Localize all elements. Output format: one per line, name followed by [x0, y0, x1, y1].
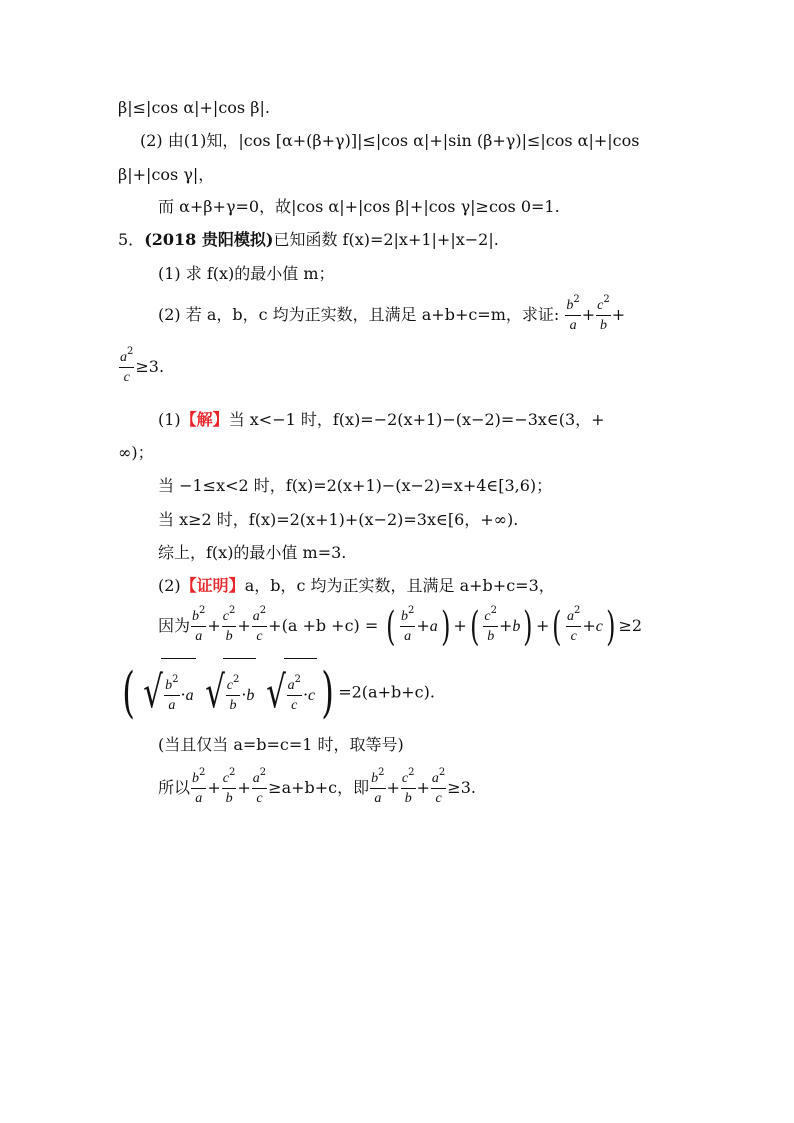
problem-question-1: (1) 求 f(x)的最小值 m； — [158, 264, 335, 283]
problem-number: 5． — [118, 230, 145, 249]
equality-condition: (当且仅当 a=b=c=1 时，取等号) — [158, 735, 404, 754]
prev-line-4: 而 α+β+γ=0，故|cos α|+|cos β|+|cos γ|≥cos 0=1. — [158, 197, 560, 216]
sqrt-term-1: √ $\frac{b^2}{a}$ ·a — [139, 658, 196, 728]
solution-line-1-cont: ∞)； — [118, 443, 154, 462]
problem-stem: 已知函数 f(x)=2|x+1|+|x−2|. — [273, 230, 499, 249]
question-2-text: (2) 若 a，b，c 均为正实数，且满足 a+b+c=m，求证: — [158, 305, 560, 324]
part-2-label: (2) — [158, 576, 181, 595]
therefore-word: 所以 — [158, 778, 191, 797]
tag-proof: 【证明】 — [180, 576, 245, 595]
fraction-b2-over-a: $\frac{b^2}{a}$ — [566, 294, 580, 333]
solution-line-1 — [158, 410, 605, 430]
proof-intro — [158, 576, 555, 596]
proof-final-line: 所以 $\frac{b^2}{a}$ + $\frac{c^2}{b}$ + $\frac{a^2}{c}$ ≥a+b+c，即 $\frac{b^2}{a}$ + $\frac{c^2}{b}$ + $\frac{a^2}{c}$ ≥3. — [158, 767, 476, 806]
sqrt-term-3: √ $\frac{a^2}{c}$ ·c — [262, 658, 318, 728]
prev-line-2: (2) 由(1)知，|cos [α+(β+γ)]|≤|cos α|+|sin (β+γ)|≤|cos α|+|cos — [140, 131, 640, 150]
problem-question-2-cont — [118, 346, 165, 385]
problem-question-2: (2) 若 a，b，c 均为正实数，且满足 a+b+c=m，求证: $\frac{b^2}{a}$ + $\frac{c^2}{b}$ + — [158, 294, 626, 333]
geq-sum: ≥a+b+c，即 — [268, 778, 370, 797]
prev-line-1: β|≤|cos α|+|cos β|. — [118, 98, 270, 117]
problem-source: (2018 贵阳模拟) — [144, 230, 274, 249]
solution-case-2: 当 −1≤x<2 时，f(x)=2(x+1)−(x−2)=x+4∈[3,6)； — [158, 476, 553, 495]
problem-header — [118, 230, 499, 250]
proof-given: a，b，c 均为正实数，且满足 a+b+c=3， — [244, 576, 555, 595]
prev-line-3: β|+|cos γ|， — [118, 165, 215, 184]
equals-2-sum: =2(a+b+c). — [338, 682, 435, 702]
tag-jie: 【解】 — [180, 410, 229, 429]
solution-conclusion: 综上，f(x)的最小值 m=3. — [158, 543, 347, 562]
solution-case-3: 当 x≥2 时，f(x)=2(x+1)+(x−2)=3x∈[6，+∞). — [158, 510, 519, 529]
case-1-text: 当 x<−1 时，f(x)=−2(x+1)−(x−2)=−3x∈(3，+ — [228, 410, 605, 429]
part-1-label: (1) — [158, 410, 181, 429]
fraction-a2-over-c: $\frac{a^2}{c}$ — [120, 346, 134, 385]
because-word: 因为 — [158, 616, 191, 635]
geq-two: ≥2 — [618, 616, 643, 635]
question-2-tail: ≥3. — [135, 357, 165, 376]
sum-abc: +(a +b +c) = — [268, 616, 379, 635]
proof-inequality-line: 因为 $\frac{b^2}{a}$ + $\frac{c^2}{b}$ + $\frac{a^2}{c}$ +(a +b +c) = ( $\frac{b^2}{a}$ +a) +( $\frac{c^2}{b}$ +b) +( $\frac{a^2}{c}$ +c) ≥2 — [158, 603, 643, 650]
final-geq-3: ≥3. — [447, 778, 476, 797]
sqrt-term-2: √ $\frac{c^2}{b}$ ·b — [201, 658, 257, 728]
fraction-c2-over-b: $\frac{c^2}{b}$ — [597, 294, 610, 333]
proof-sqrt-line: ( √ $\frac{b^2}{a}$ ·a √ $\frac{c^2}{b}$ ·b √ $\frac{a^2}{c}$ ·c ) =2(a+b+c). — [118, 658, 435, 728]
